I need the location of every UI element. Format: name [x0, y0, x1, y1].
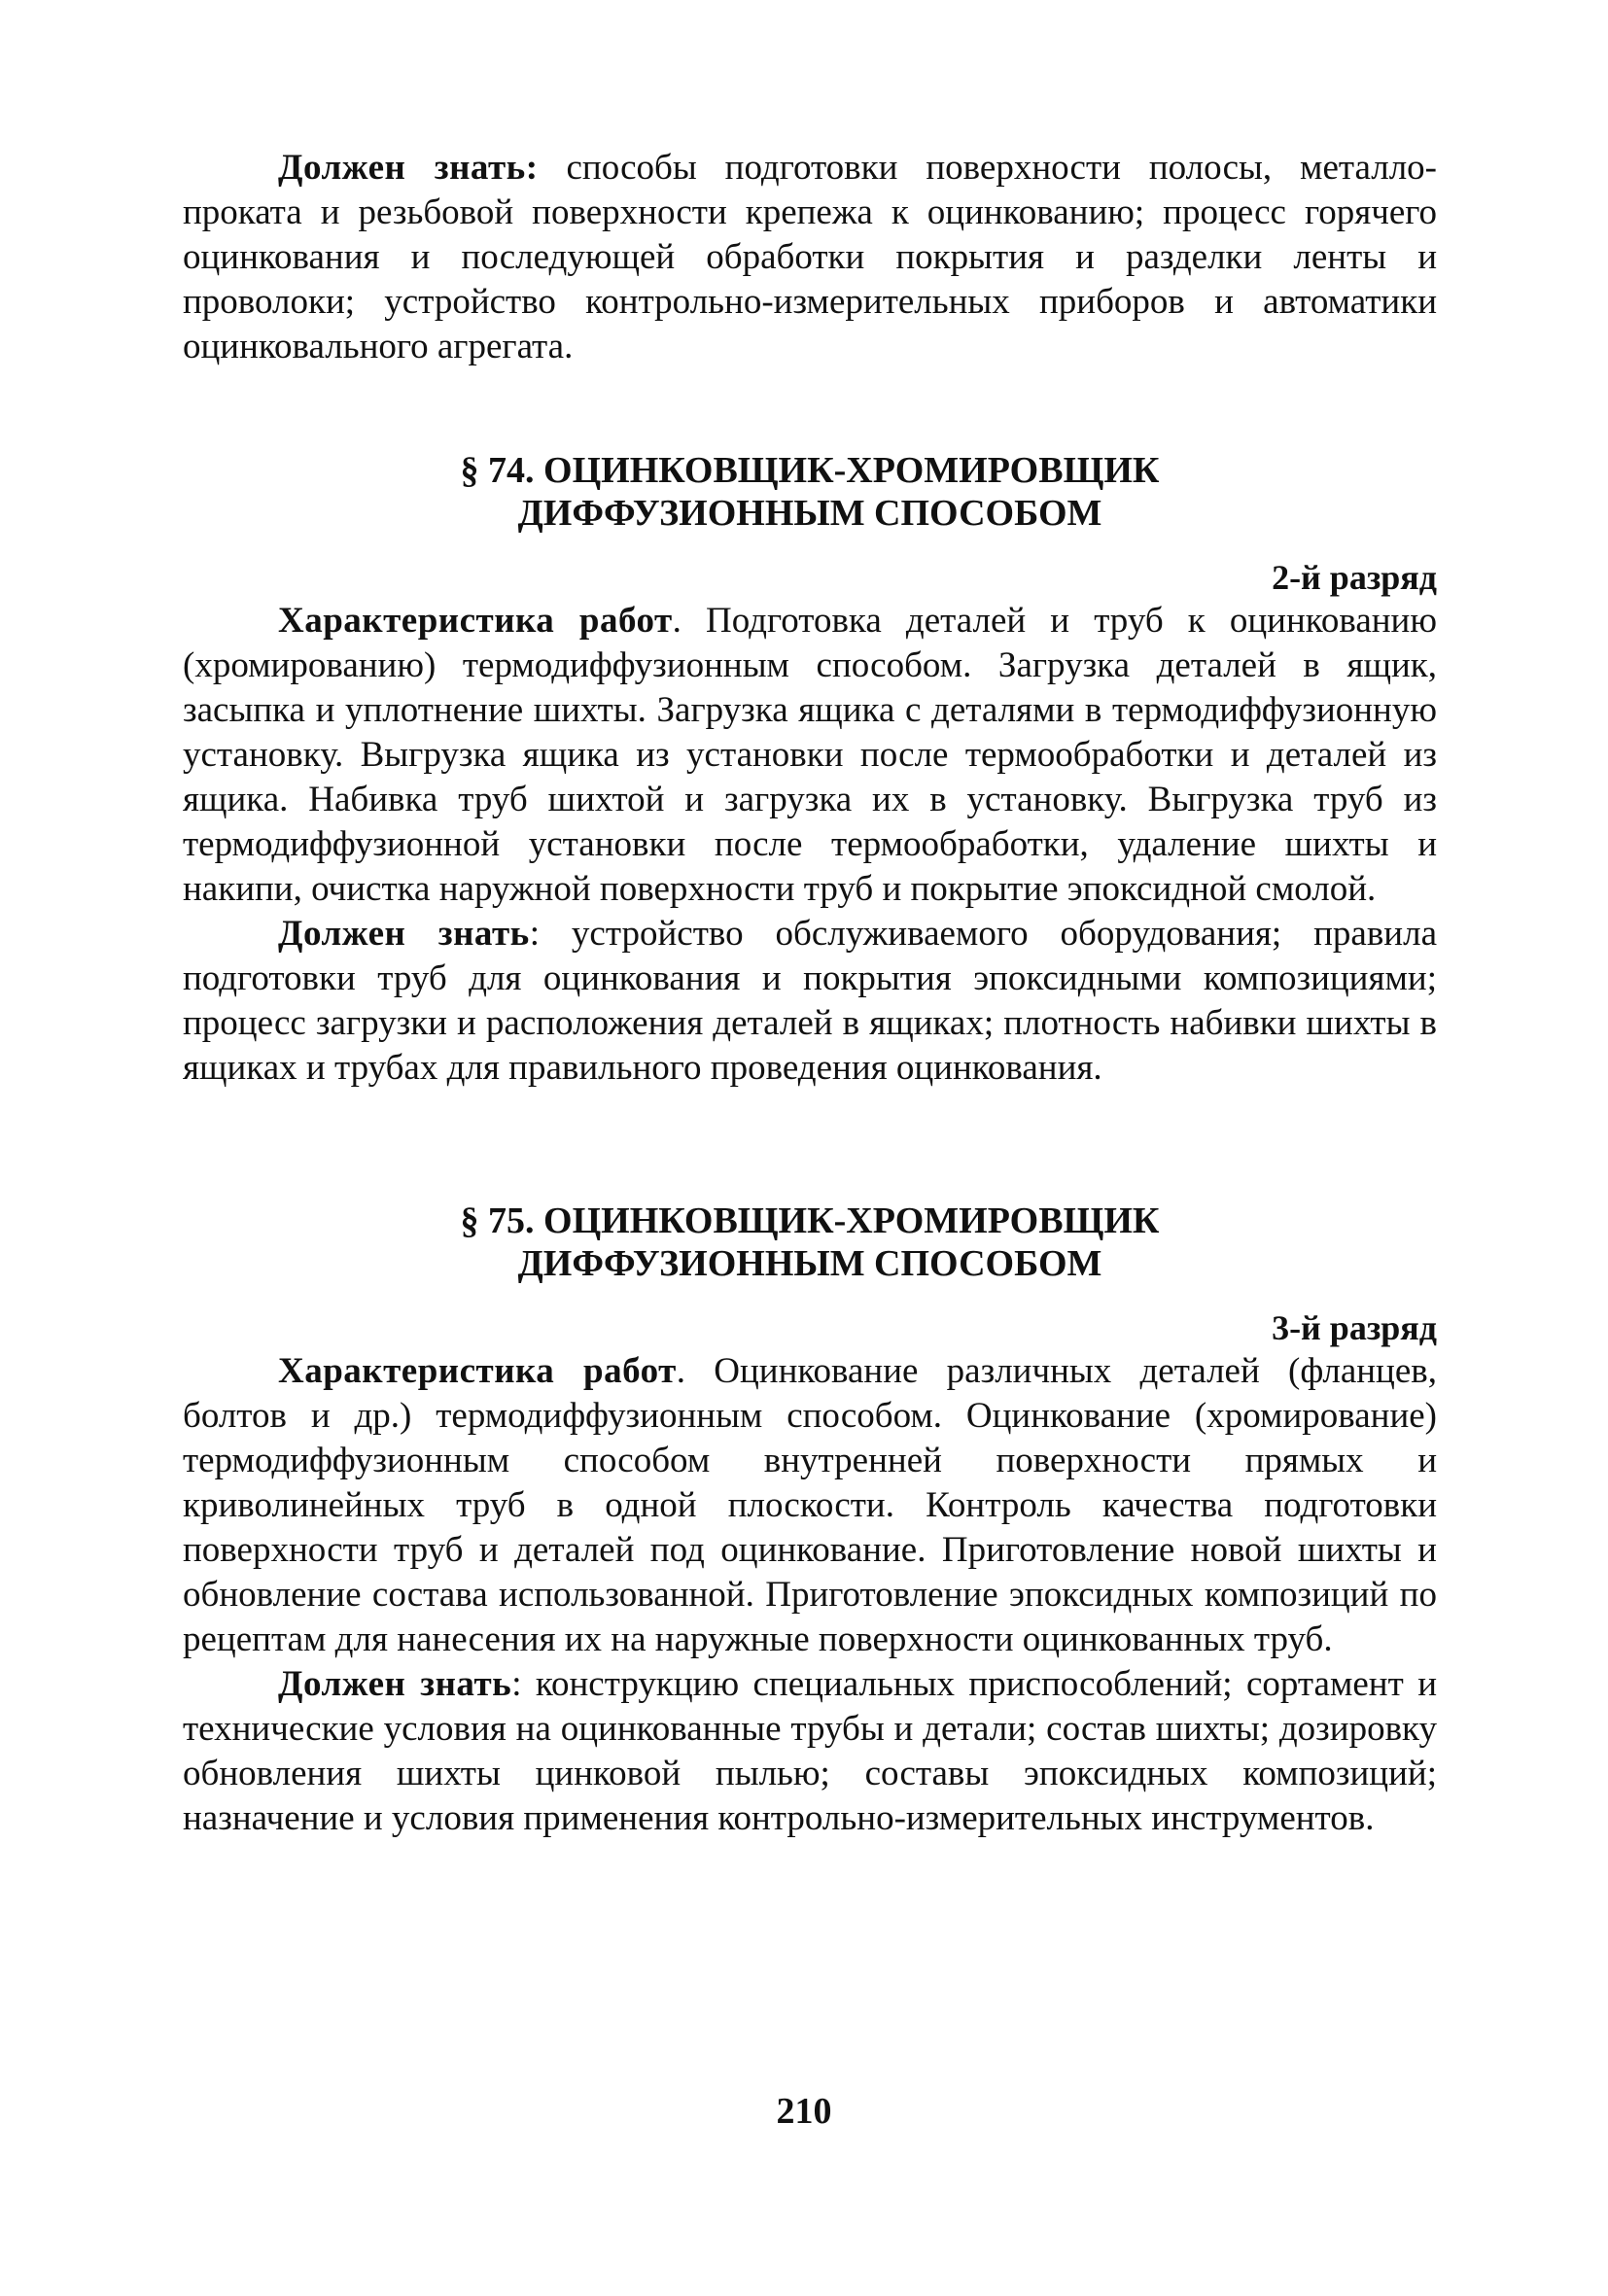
section-75-title-line1: § 75. ОЦИНКОВЩИК-ХРОМИРОВЩИК [460, 1200, 1160, 1241]
section-74-work-lead: Характеристика работ [278, 601, 673, 641]
intro-lead: Должен знать: [278, 148, 539, 188]
section-74-know-lead: Должен знать [278, 914, 530, 954]
page-number: 210 [776, 2091, 832, 2132]
section-74 [183, 449, 1437, 1091]
section-75-know-text: : конструкцию специальных приспособлений; сортамент и технические условия на оцинкованные трубы и детали; состав шихты; дозировку обновления шихты цинковой пылью; составы эпоксидных композиций; назначение и условия применения контрольно-измерительных инструментов. [183, 1664, 1437, 1838]
section-74-title-line2: ДИФФУЗИОННЫМ СПОСОБОМ [517, 493, 1102, 534]
section-75-grade: 3-й разряд [1272, 1308, 1437, 1347]
section-74-grade: 2-й разряд [1272, 558, 1437, 597]
section-74-work-paragraph [183, 599, 1437, 912]
intro-text: способы подготовки поверхности полосы, металло-проката и резьбовой поверхности крепежа к оцинкованию; процесс горячего оцинкования и последующей обработки покрытия и разделки ленты и проволоки; устройство контрольно-измерительных приборов и автоматики оцинковального агрегата. [183, 148, 1437, 366]
section-74-know-paragraph [183, 912, 1437, 1091]
page-content [183, 146, 1437, 1841]
section-75-know-lead: Должен знать [278, 1664, 512, 1704]
section-75-know-paragraph [183, 1662, 1437, 1841]
section-75-work-text: . Оцинкование различных деталей (фланцев, болтов и др.) термодиффузионным способом. Оцинкование (хромирование) термодиффузионным способом внутренней поверхности прямых и криволинейных труб в одной плоскости. Контроль качества подготовки поверхности труб и деталей под оцинкование. Приготовление новой шихты и обновление состава использованной. Приготовление эпоксидных композиций по рецептам для нанесения их на наружные поверхности оцинкованных труб. [183, 1351, 1437, 1659]
section-74-title-line1: § 74. ОЦИНКОВЩИК-ХРОМИРОВЩИК [460, 450, 1160, 491]
section-75 [183, 1200, 1437, 1841]
section-75-title-line2: ДИФФУЗИОННЫМ СПОСОБОМ [517, 1243, 1102, 1284]
section-74-know-text: : устройство обслуживаемого оборудования; правила подготовки труб для оцинкования и покрытия эпоксидными композициями; процесс загрузки и расположения деталей в ящиках; плотность набивки шихты в ящиках и трубах для правильного проведения оцинкования. [183, 914, 1437, 1088]
section-75-work-paragraph [183, 1349, 1437, 1662]
intro-paragraph [183, 146, 1437, 369]
section-75-work-lead: Характеристика работ [278, 1351, 677, 1391]
section-74-work-text: . Подготовка деталей и труб к оцинкованию (хромированию) термодиффузионным способом. Загрузка деталей в ящик, засыпка и уплотнение шихты. Загрузка ящика с деталями в термодиффузионную установку. Выгрузка ящика из установки после термообработки и деталей из ящика. Набивка труб шихтой и загрузка их в установку. Выгрузка труб из термодиффузионной установки после термообработки, удаление шихты и накипи, очистка наружной поверхности труб и покрытие эпоксидной смолой. [183, 601, 1437, 909]
